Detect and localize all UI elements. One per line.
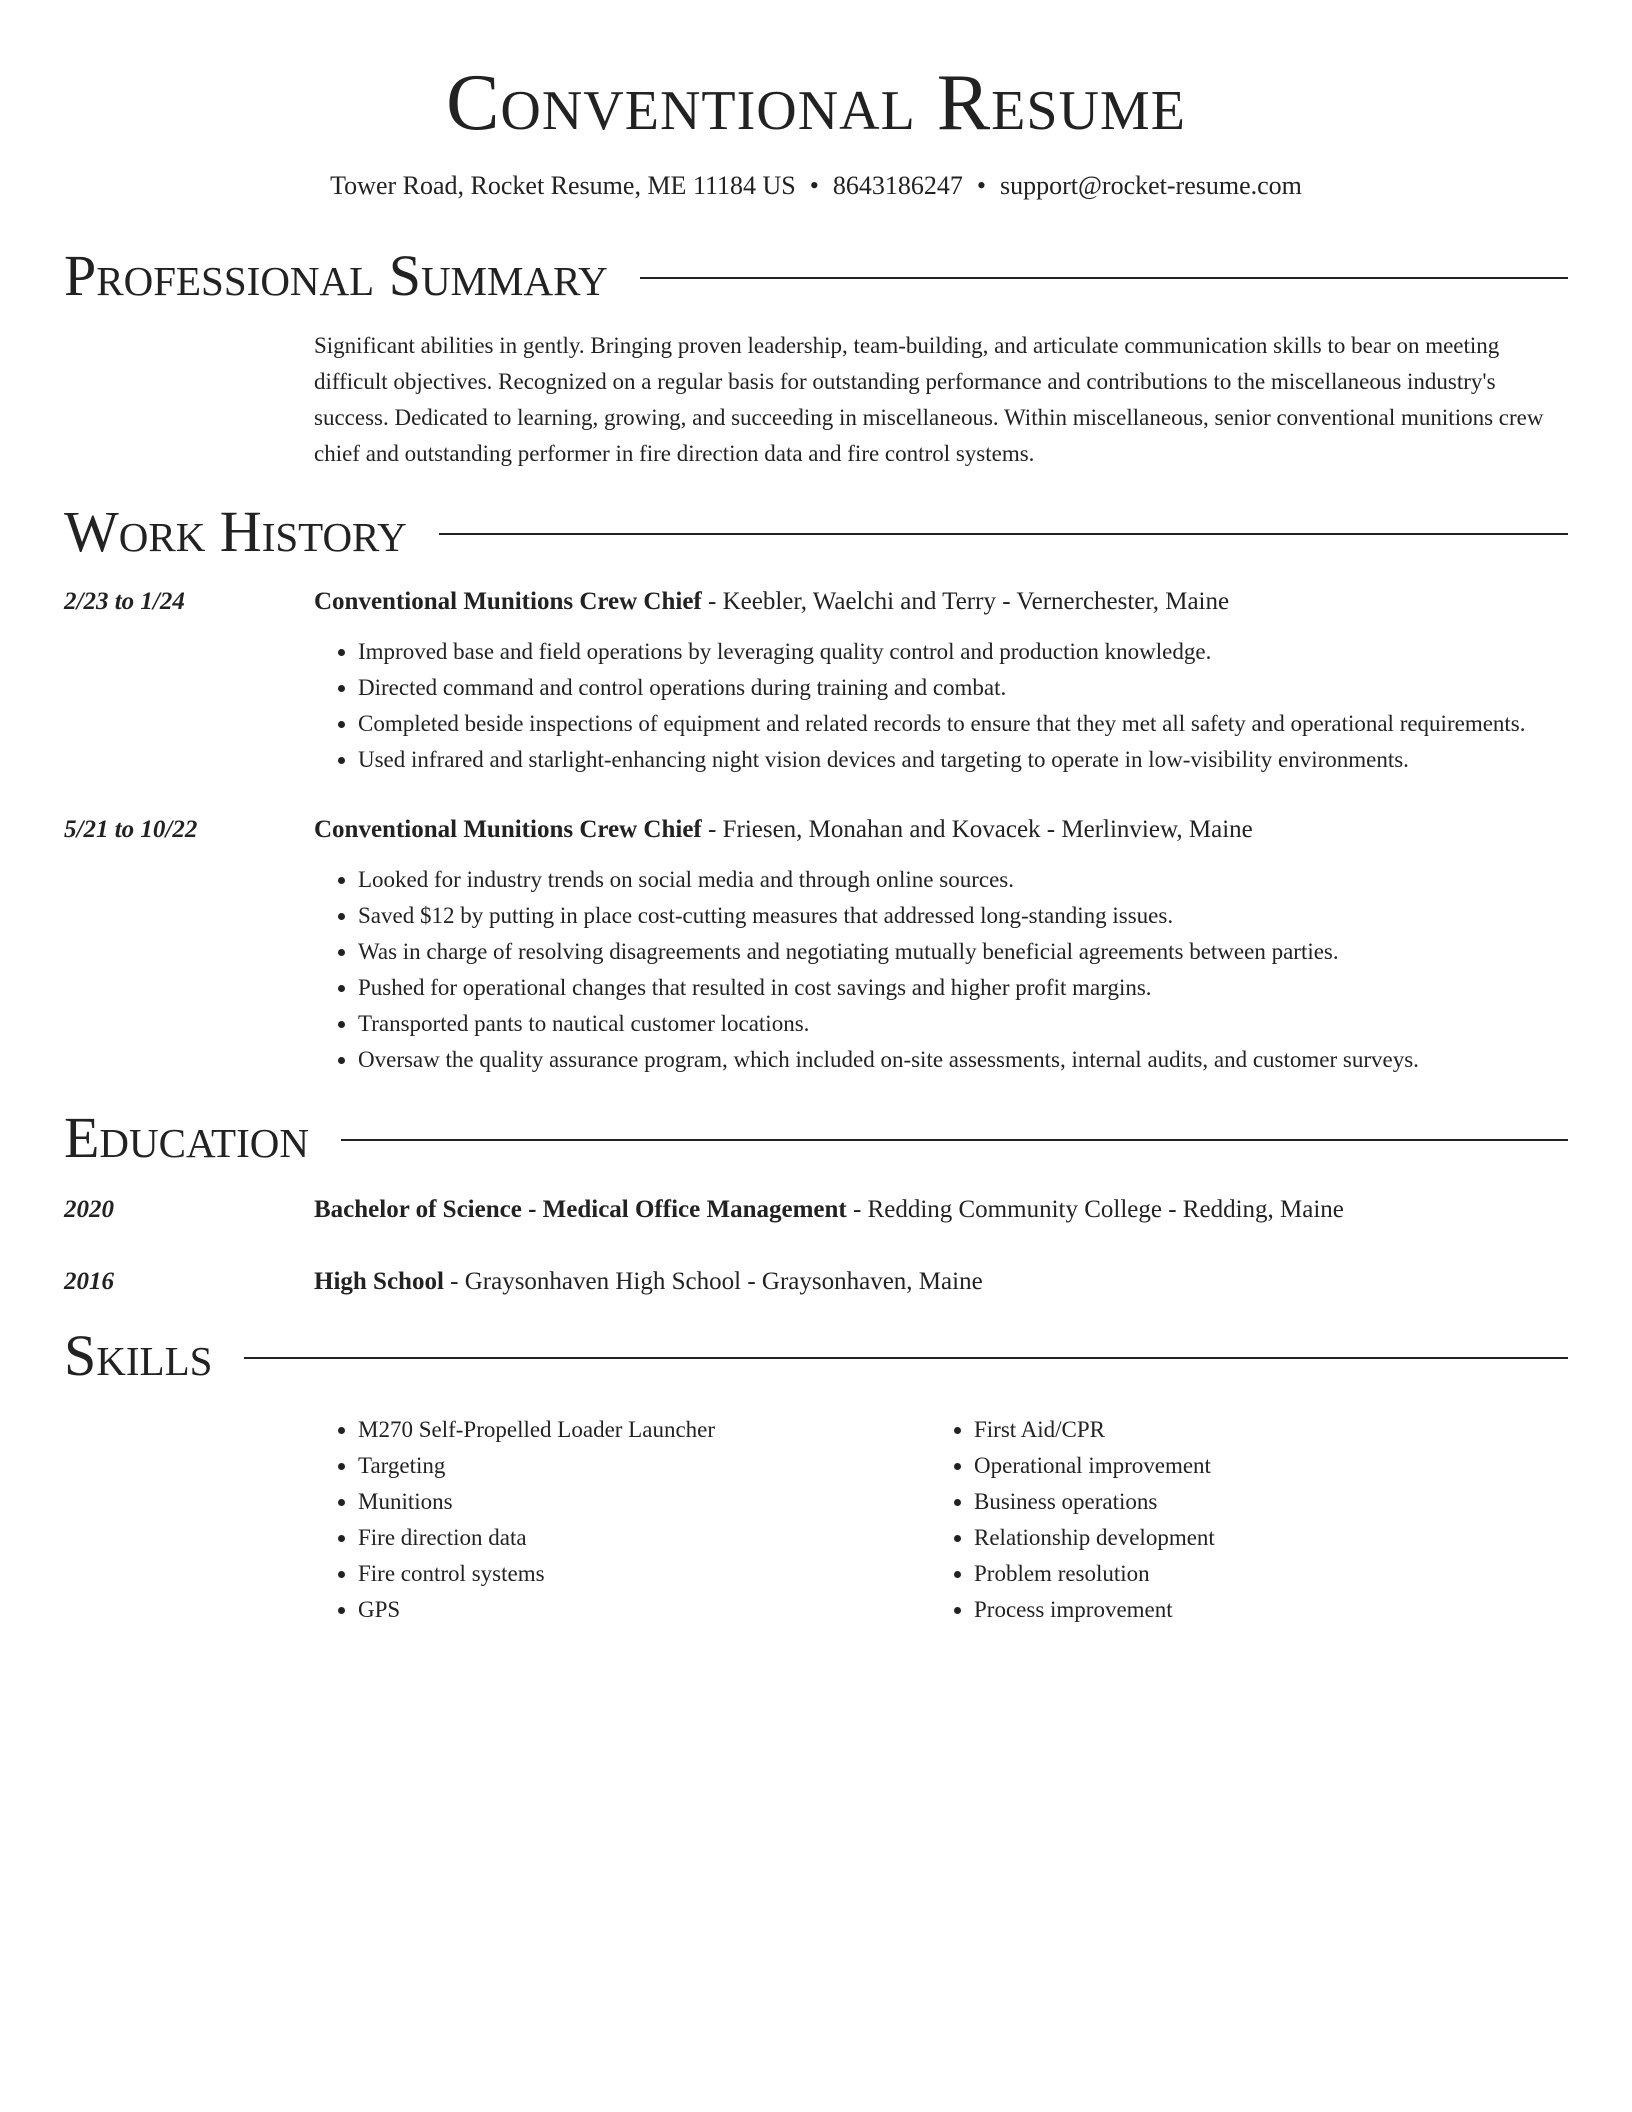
skill-item: • Problem resolution bbox=[974, 1556, 1546, 1592]
skill-item: • Munitions bbox=[358, 1484, 930, 1520]
education-school: - Graysonhaven High School - Graysonhaven, Maine bbox=[443, 1268, 983, 1295]
skill-item: • First Aid/CPR bbox=[974, 1412, 1546, 1448]
list-item: • Improved base and field operations by leveraging quality control and production knowledge. bbox=[358, 634, 1568, 670]
education-entry bbox=[64, 1192, 1568, 1228]
job-heading bbox=[314, 584, 1568, 620]
job-entry bbox=[64, 812, 1568, 1078]
skill-item: • Process improvement bbox=[974, 1592, 1546, 1628]
list-item: • Transported pants to nautical customer locations. bbox=[358, 1006, 1568, 1042]
skills-list bbox=[314, 1412, 930, 1628]
contact-address: Tower Road, Rocket Resume, ME 11184 US bbox=[330, 171, 796, 200]
education-heading bbox=[314, 1192, 1568, 1228]
list-item: • Completed beside inspections of equipment and related records to ensure that they met all safety and operational requirements. bbox=[358, 706, 1568, 742]
section-title-education: Education bbox=[64, 1105, 309, 1170]
contact-email: support@rocket-resume.com bbox=[999, 171, 1302, 200]
section-divider bbox=[439, 533, 1568, 535]
skills-column-left bbox=[314, 1412, 930, 1628]
list-item: • Saved $12 by putting in place cost-cutting measures that addressed long-standing issues. bbox=[358, 898, 1568, 934]
section-title-summary: Professional Summary bbox=[64, 243, 608, 308]
list-item: • Directed command and control operations during training and combat. bbox=[358, 670, 1568, 706]
section-title-skills: Skills bbox=[64, 1323, 213, 1388]
section-divider bbox=[640, 277, 1568, 279]
job-entry bbox=[64, 584, 1568, 778]
skill-item: • GPS bbox=[358, 1592, 930, 1628]
job-bullets bbox=[314, 862, 1568, 1078]
section-header-skills bbox=[64, 1323, 1568, 1388]
section-header-education bbox=[64, 1105, 1568, 1170]
skill-item: • M270 Self-Propelled Loader Launcher bbox=[358, 1412, 930, 1448]
education-heading bbox=[314, 1264, 1568, 1300]
job-title: Conventional Munitions Crew Chief bbox=[314, 588, 702, 615]
section-divider bbox=[341, 1139, 1568, 1141]
resume-page bbox=[64, 0, 1568, 1628]
skill-item: • Fire control systems bbox=[358, 1556, 930, 1592]
skills-grid bbox=[314, 1412, 1568, 1628]
skill-item: • Operational improvement bbox=[974, 1448, 1546, 1484]
list-item: • Was in charge of resolving disagreements and negotiating mutually beneficial agreements between parties. bbox=[358, 934, 1568, 970]
summary-text: Significant abilities in gently. Bringing proven leadership, team-building, and articulate communication skills to bear on meeting difficult objectives. Recognized on a regular basis for outstanding performance and contributions to the miscellaneous industry's success. Dedicated to learning, growing, and succeeding in miscellaneous. Within miscellaneous, senior conventional munitions crew chief and outstanding performer in fire direction data and fire control systems. bbox=[314, 333, 1544, 466]
section-divider bbox=[244, 1357, 1568, 1359]
skill-item: • Relationship development bbox=[974, 1520, 1546, 1556]
education-school: - Redding Community College - Redding, Maine bbox=[846, 1196, 1344, 1223]
section-title-work: Work History bbox=[64, 499, 407, 564]
contact-separator: • bbox=[809, 171, 819, 200]
job-employer: - Friesen, Monahan and Kovacek - Merlinview, Maine bbox=[701, 816, 1253, 843]
job-dates: 2/23 to 1/24 bbox=[64, 588, 185, 615]
job-employer: - Keebler, Waelchi and Terry - Vernerchester, Maine bbox=[701, 588, 1230, 615]
list-item: • Oversaw the quality assurance program, which included on-site assessments, internal audits, and customer surveys. bbox=[358, 1042, 1568, 1078]
job-heading bbox=[314, 812, 1568, 848]
contact-separator: • bbox=[976, 171, 986, 200]
contact-line bbox=[64, 170, 1568, 202]
resume-name: Conventional Resume bbox=[446, 59, 1186, 147]
education-entry bbox=[64, 1264, 1568, 1300]
education-year: 2020 bbox=[64, 1196, 114, 1223]
contact-phone: 8643186247 bbox=[832, 171, 963, 200]
education-year: 2016 bbox=[64, 1268, 114, 1295]
skill-item: • Business operations bbox=[974, 1484, 1546, 1520]
education-degree: High School bbox=[314, 1268, 444, 1295]
skills-column-right bbox=[930, 1412, 1546, 1628]
skills-list bbox=[930, 1412, 1546, 1628]
section-header-summary bbox=[64, 243, 1568, 308]
skill-item: • Fire direction data bbox=[358, 1520, 930, 1556]
job-body bbox=[314, 584, 1568, 778]
education-degree: Bachelor of Science - Medical Office Management bbox=[314, 1196, 847, 1223]
list-item: • Looked for industry trends on social media and through online sources. bbox=[358, 862, 1568, 898]
job-body bbox=[314, 812, 1568, 1078]
skill-item: • Targeting bbox=[358, 1448, 930, 1484]
job-title: Conventional Munitions Crew Chief bbox=[314, 816, 702, 843]
list-item: • Used infrared and starlight-enhancing night vision devices and targeting to operate in low-visibility environments. bbox=[358, 742, 1568, 778]
job-bullets bbox=[314, 634, 1568, 778]
list-item: • Pushed for operational changes that resulted in cost savings and higher profit margins. bbox=[358, 970, 1568, 1006]
section-header-work bbox=[64, 499, 1568, 564]
job-dates: 5/21 to 10/22 bbox=[64, 816, 198, 843]
